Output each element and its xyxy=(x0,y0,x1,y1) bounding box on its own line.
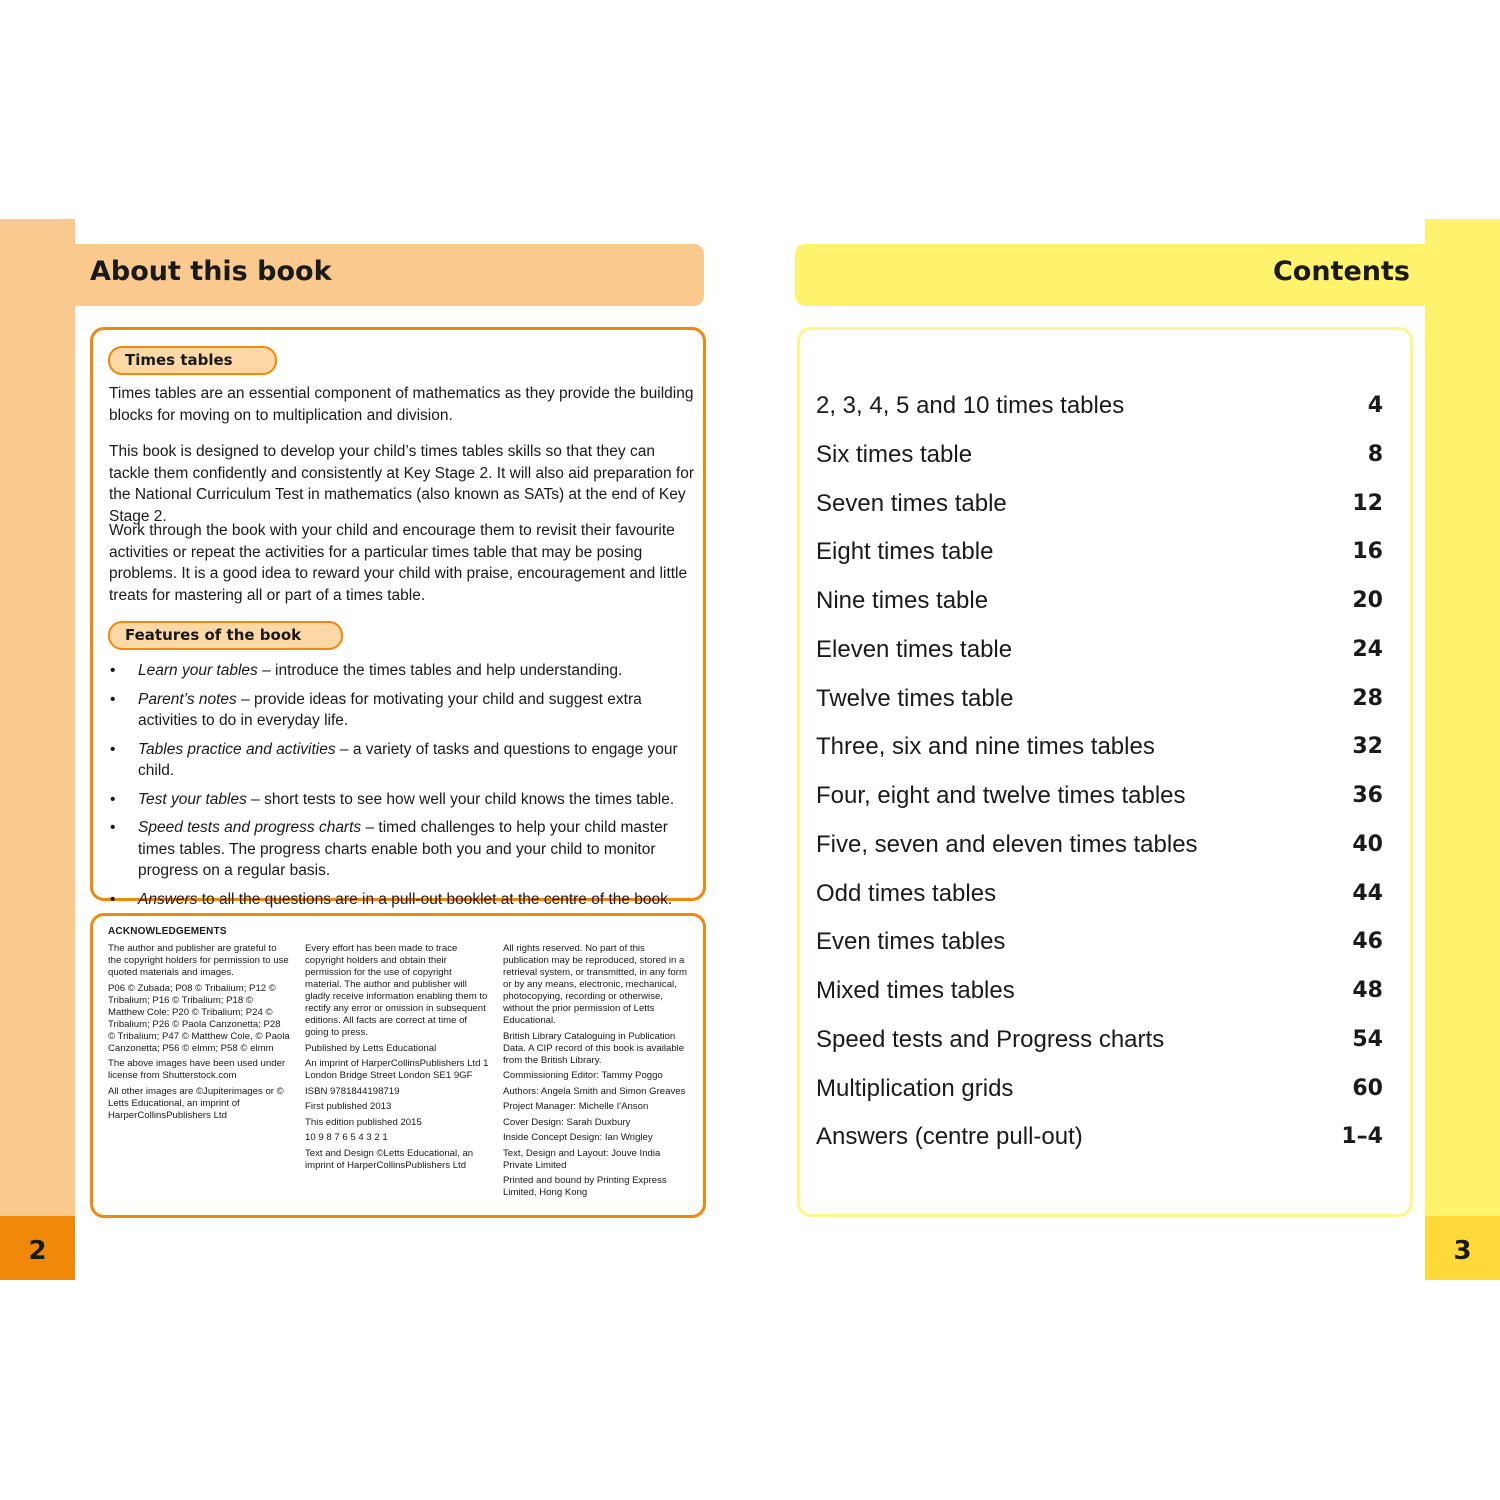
ack-text: Published by Letts Educational xyxy=(305,1042,437,1054)
toc-entry[interactable] xyxy=(816,732,1383,762)
toc-label: Even times tables xyxy=(816,928,1006,955)
ack-text: An imprint of HarperCollinsPublishers Ltd 1 London Bridge Street London SE1 9GF xyxy=(305,1058,489,1081)
feature-item xyxy=(109,689,697,732)
toc-entry[interactable] xyxy=(816,440,1383,470)
toc-page-number: 1–4 xyxy=(1341,1124,1383,1149)
feature-term: Answers xyxy=(138,890,198,908)
toc-entry[interactable] xyxy=(816,879,1383,909)
feature-item xyxy=(109,739,697,782)
bullet-icon: • xyxy=(110,819,116,836)
ack-text: P06 © Zubada; P08 © Tribalium; P12 © Tribalium; P16 © Tribalium; P18 © Matthew Cole; P20 © Tribalium; P24 © Tribalium; P26 © Paola Canzonetta; P28 © Tribalium; P47 © Matthew Cole, © Paola Canzonetta; P56 © elmm; P58 © elmm xyxy=(108,982,290,1054)
feature-term: Learn your tables xyxy=(138,662,258,679)
ack-text: Inside Concept Design: Ian Wrigley xyxy=(503,1132,653,1143)
ack-text: The author and publisher are grateful to the copyright holders for permission to use quoted materials and images. xyxy=(108,943,289,978)
feature-item xyxy=(109,789,697,811)
toc-page-number: 12 xyxy=(1352,491,1383,516)
toc-label: Three, six and nine times tables xyxy=(816,733,1155,760)
toc-label: Twelve times table xyxy=(816,685,1014,712)
toc-label: Eight times table xyxy=(816,538,994,565)
toc-entry[interactable] xyxy=(816,635,1383,665)
toc-page-number: 32 xyxy=(1352,734,1383,759)
times-tables-heading: Times tables xyxy=(108,346,277,375)
feature-term: Test your tables xyxy=(138,790,247,808)
toc-label: Six times table xyxy=(816,441,973,468)
toc-label: Seven times table xyxy=(816,490,1007,517)
about-paragraph-1: Times tables are an essential component of mathematics as they provide the building blocks for moving on to multiplication and division. xyxy=(109,385,694,424)
toc-entry[interactable] xyxy=(816,976,1383,1006)
contents-box xyxy=(797,327,1413,1217)
feature-text: – introduce the times tables and help understanding. xyxy=(257,662,623,679)
feature-text: – timed challenges to help your child master times tables. The progress charts enable both you and your child to monitor progress on a regular basis. xyxy=(138,819,668,879)
right-margin-strip xyxy=(1425,219,1500,1280)
features-list xyxy=(109,660,697,917)
feature-item xyxy=(109,660,697,682)
toc-page-number: 28 xyxy=(1352,686,1383,711)
toc-label: Eleven times table xyxy=(816,636,1013,663)
right-page-number-box xyxy=(1425,1216,1500,1280)
toc-page-number: 54 xyxy=(1352,1027,1383,1052)
contents-title-banner xyxy=(795,244,1425,306)
contents-title: Contents xyxy=(1272,256,1410,287)
about-paragraph-3: Work through the book with your child and encourage them to revisit their favourite activities or repeat the activities for a particular times table that may be posing problems. It is a good idea to reward your child with praise, encouragement and little treats for mastering all or part of a times table. xyxy=(109,522,688,604)
ack-text: First published 2013 xyxy=(305,1101,392,1112)
ack-text: Every effort has been made to trace copyright holders and obtain their permission for the use of copyright material. The author and publisher will gladly receive information enabling them to rectify any error or omission in subsequent editions. All facts are correct at time of going to press. xyxy=(305,943,488,1038)
about-paragraph-2: This book is designed to develop your child’s times tables skills so that they can tackle them confidently and consistently at Key Stage 2. It will also aid preparation for the National Curriculum Test in mathematics (also known as SATs) at the end of Key Stage 2. xyxy=(109,443,695,525)
left-margin-strip xyxy=(0,219,75,1280)
ack-text: Printed and bound by Printing Express Limited, Hong Kong xyxy=(503,1175,667,1198)
toc-page-number: 8 xyxy=(1367,442,1383,467)
ack-text: All rights reserved. No part of this publication may be reproduced, stored in a retrieval system, or transmitted, in any form or by any means, electronic, mechanical, photocopying, recording or otherwise, without the prior permission of Letts Educational. xyxy=(503,943,687,1026)
toc-label: Odd times tables xyxy=(816,880,997,907)
toc-entry[interactable] xyxy=(816,1122,1383,1152)
ack-text: Commissioning Editor: Tammy Poggo xyxy=(503,1070,663,1081)
left-page-number-box xyxy=(0,1216,75,1280)
toc-label: Mixed times tables xyxy=(816,977,1015,1004)
feature-text: to all the questions are in a pull-out booklet at the centre of the book. xyxy=(197,890,673,908)
toc-entry[interactable] xyxy=(816,1025,1383,1055)
feature-term: Tables practice and activities xyxy=(138,740,336,758)
bullet-icon: • xyxy=(110,690,116,708)
feature-text: – a variety of tasks and questions to engage your child. xyxy=(138,740,678,779)
ack-text: This edition published 2015 xyxy=(305,1116,422,1128)
left-page-number: 2 xyxy=(28,1236,47,1266)
about-box xyxy=(90,327,706,908)
toc-page-number: 20 xyxy=(1352,588,1383,613)
feature-term: Parent’s notes xyxy=(138,690,237,708)
acknowledgements-column-1 xyxy=(108,943,290,1125)
ack-text: 10 9 8 7 6 5 4 3 2 1 xyxy=(305,1132,388,1143)
toc-label: Five, seven and eleven times tables xyxy=(816,831,1198,858)
feature-item xyxy=(109,817,697,882)
toc-label: Nine times table xyxy=(816,587,989,614)
toc-page-number: 44 xyxy=(1352,881,1383,906)
toc-entry[interactable] xyxy=(816,781,1383,811)
toc-page-number: 46 xyxy=(1352,929,1383,954)
ack-text: Project Manager: Michelle I'Anson xyxy=(503,1101,649,1112)
toc-entry[interactable] xyxy=(816,830,1383,860)
toc-page-number: 24 xyxy=(1352,637,1383,662)
toc-page-number: 36 xyxy=(1352,783,1383,808)
ack-text: British Library Cataloguing in Publication Data. A CIP record of this book is available from the British Library. xyxy=(503,1030,685,1066)
ack-text: All other images are ©Jupiterimages or © Letts Educational, an imprint of HarperCollinsPublishers Ltd xyxy=(108,1085,284,1121)
acknowledgements-title: ACKNOWLEDGEMENTS xyxy=(108,926,227,937)
feature-item xyxy=(109,889,697,911)
acknowledgements-column-3 xyxy=(503,943,689,1203)
toc-entry[interactable] xyxy=(816,586,1383,616)
acknowledgements-box xyxy=(90,913,706,1218)
about-title-banner xyxy=(75,244,704,306)
ack-text: ISBN 9781844198719 xyxy=(305,1085,400,1097)
acknowledgements-column-2 xyxy=(305,943,491,1175)
features-heading: Features of the book xyxy=(108,621,343,650)
toc-page-number: 16 xyxy=(1352,539,1383,564)
toc-page-number: 60 xyxy=(1352,1076,1383,1101)
toc-label: Multiplication grids xyxy=(816,1075,1014,1102)
toc-page-number: 4 xyxy=(1367,393,1383,418)
toc-entry[interactable] xyxy=(816,927,1383,957)
toc-label: Four, eight and twelve times tables xyxy=(816,782,1186,809)
ack-text: Text, Design and Layout: Jouve India Private Limited xyxy=(503,1147,661,1171)
ack-text: Authors: Angela Smith and Simon Greaves xyxy=(503,1085,686,1097)
toc-page-number: 48 xyxy=(1352,978,1383,1003)
about-title: About this book xyxy=(90,256,332,287)
toc-entry[interactable] xyxy=(816,489,1383,519)
toc-entry[interactable] xyxy=(816,537,1383,567)
right-page-number: 3 xyxy=(1453,1236,1472,1266)
bullet-icon: • xyxy=(110,790,116,808)
bullet-icon: • xyxy=(110,890,116,908)
toc-label: Speed tests and Progress charts xyxy=(816,1026,1165,1053)
toc-label: Answers (centre pull-out) xyxy=(816,1123,1083,1150)
toc-entry[interactable] xyxy=(816,1074,1383,1104)
toc-entry[interactable] xyxy=(816,684,1383,714)
ack-text: Text and Design ©Letts Educational, an imprint of HarperCollinsPublishers Ltd xyxy=(305,1147,474,1171)
toc-page-number: 40 xyxy=(1352,832,1383,857)
toc-label: 2, 3, 4, 5 and 10 times tables xyxy=(816,392,1125,419)
ack-text: The above images have been used under license from Shutterstock.com xyxy=(108,1058,286,1081)
feature-text: – provide ideas for motivating your child and suggest extra activities to do in everyday life. xyxy=(138,690,642,729)
ack-text: Cover Design: Sarah Duxbury xyxy=(503,1116,631,1128)
feature-text: – short tests to see how well your child knows the times table. xyxy=(246,790,675,808)
toc-entry[interactable] xyxy=(816,391,1383,421)
feature-term: Speed tests and progress charts xyxy=(138,819,362,836)
bullet-icon: • xyxy=(110,662,116,679)
bullet-icon: • xyxy=(110,740,116,758)
